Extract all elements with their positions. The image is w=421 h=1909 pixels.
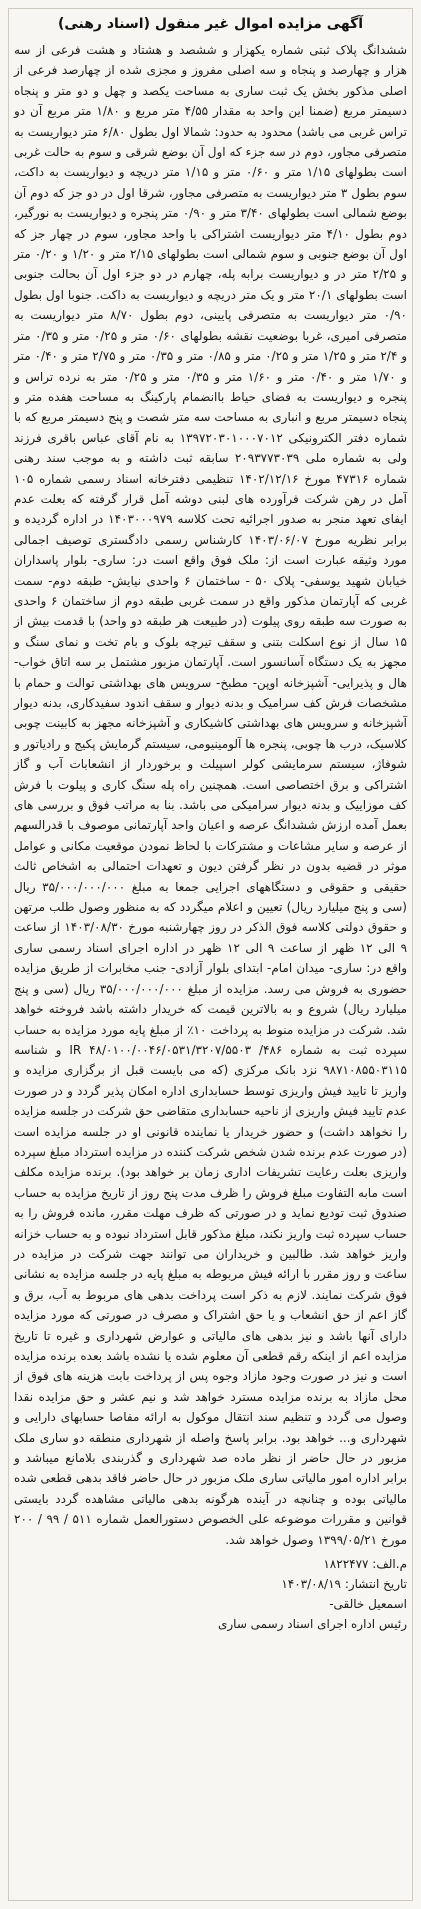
signer-title: رئیس اداره اجرای اسناد رسمی ساری bbox=[217, 1617, 407, 1632]
publish-date: تاریخ انتشار: ۱۴۰۳/۰۸/۱۹ bbox=[281, 1577, 407, 1592]
reference-code: م.الف: ۱۸۲۲۴۷۷ bbox=[323, 1557, 407, 1572]
clipping-border bbox=[8, 8, 413, 1901]
notice-title: آگهی مزایده اموال غیر منقول (اسناد رهنی) bbox=[57, 16, 364, 32]
signer-name: اسمعیل خالقی- bbox=[329, 1597, 407, 1612]
notice-body: ششدانگ پلاک ثبتی شماره یکهزار و ششصد و هشتاد و هشت فرعی از سه هزار و چهارصد و پنجاه و سه اصلی مفروز و مجزی شده از چهارصد فرعی از اصلی مذکور بخش یک ثبت ساری به مساحت یکصد و چهل و دو متر و پنجاه دسیمتر مربع (ضمنا این واحد به مقدار ۴/۵۵ متر مربع و ۱/۸۰ متر مربع آن دو تراس غربی می باشد) محدود به حدود: شمالا اول بطول ۶/۸۰ متر دیواریست به متصرفی مجاور، دوم در سه جزء که اول آن بوضع شرقی و سوم به حالت غربی است بطولهای ۱/۱۵ متر و ۰/۶۰ متر و ۱/۱۵ متر دریچه و دیواریست به داکت، سوم بطول ۳ متر دیواریست به متصرفی مجاور، شرقا اول در دو جز که دوم آن بوضع شمالی است بطولهای ۳/۴۰ متر و ۰/۹۰ متر پنجره و دیواریست به نورگیر، دوم بطول ۴/۱۰ متر دیواریست اشتراکی با واحد مجاور، سوم در چهار جز که اول آن بوضع جنوبی و سوم شمالی است بطولهای ۲/۱۵ متر و ۱/۲۰ و ۰/۲۰ متر و ۲/۲۵ متر در و دیواریست برابه پله، چهارم در دو جزء اول آن بحالت جنوبی است بطولهای ۲۰/۱ متر و یک متر دریچه و دیواریست به داکت. جنوبا اول بطول ۰/۹۰ متر دیواریست به متصرفی پایینی، دوم بطول ۸/۷۰ متر دیواریست به متصرفی امیری، غربا بوضعیت نقشه بطولهای ۰/۶۰ متر و ۰/۲۵ متر و ۰/۳۵ متر و ۲/۴ متر و ۱/۲۵ متر و ۰/۲۵ متر و ۰/۸۵ متر و ۰/۳۵ متر و ۲/۷۵ متر و ۰/۴۰ متر و ۱/۷۰ متر و ۰/۴۰ متر و ۱/۶۰ متر و ۰/۳۵ متر و ۰/۲۵ متر به نرده تراس و پنجره و دیواریست به فضای حیاط باانضمام پارکینگ به مساحت هفده متر و پنجاه دسیمتر مربع و انباری به مساحت سه متر شصت و پنج دسیمتر مربع که با شماره دفتر الکترونیکی ۱۳۹۷۲۰۳۰۱۰۰۰۷۰۱۲ به نام آقای عباس باقری فرزند ولی به شماره ملی ۲۰۹۳۷۷۳۰۳۹ سابقه ثبت داشته و به موجب سند رهنی شماره ۴۷۳۱۶ مورخ ۱۴۰۲/۱۲/۱۶ تنظیمی دفترخانه اسناد رسمی شماره ۱۰۵ آمل در رهن شرکت فرآورده های لبنی دوشه آمل قرار گرفته که بعلت عدم ایفای تعهد منجر به صدور اجرائیه تحت کلاسه ۱۴۰۳۰۰۰۹۷۹ در اداره گردیده و برابر نظریه مورخ ۱۴۰۳/۰۶/۰۷ کارشناس رسمی دادگستری توصیف اجمالی مورد وثیقه عبارت است از: ملک فوق واقع است در: ساری- بلوار پاسداران خیابان شهید یوسفی- پلاک ۵۰ - ساختمان ۶ واحدی نیایش- طبقه دوم- سمت غربی که آپارتمان مذکور واقع در سمت غربی طبقه دوم از ساختمان ۶ واحدی به صورت سه طبقه روی پیلوت (در طبیعت هر طبقه دو واحد) با قدمت بیش از ۱۵ سال از نوع اسکلت بتنی و سقف تیرچه بلوک و بام تخت و نمای سنگ و مجهز به یک دستگاه آسانسور است. آپارتمان مزبور مشتمل بر سه اتاق خواب- هال و پذیرایی- آشپزخانه اوپن- مطبخ- سرویس های بهداشتی توالت و حمام با مشخصات فرش کف سرامیک و بدنه دیوار و سقف اندود سفیدکاری، بدنه دیوار آشپزخانه و سرویس های بهداشتی کاشیکاری و آشپزخانه مجهز به کابینت چوبی کلاسیک، درب ها چوبی، پنجره ها آلومینیومی، سیستم گرمایش پکیج و رادیاتور و شوفاژ، سیستم سرمایشی کولر اسپیلت و برخوردار از انشعابات آب و گاز اشتراکی و برق اختصاصی است. همچنین راه پله سنگ کاری و پیلوت با فرش کف موزاییک و بدنه دیوار سرامیکی می باشد. بنا به مراتب فوق و بررسی های بعمل آمده ارزش ششدانگ عرصه و اعیان واحد آپارتمانی موصوف با قدرالسهم از عرصه و سایر مشاعات و مشترکات با لحاظ نمودن موقعیت مکانی و عوامل موثر در قضیه بدون در نظر گرفتن دیون و تعهدات احتمالی به اشخاص ثالث حقیقی و حقوقی و دستگاههای اجرایی جمعا به مبلغ ۳۵/۰۰۰/۰۰۰/۰۰۰ ریال (سی و پنج میلیارد ریال) تعیین و اعلام میگردد که به منظور وصول طلب مرتهن و حقوق دولتی کلاسه فوق الذکر در روز چهارشنبه مورخ ۱۴۰۳/۰۸/۳۰ از ساعت ۹ الی ۱۲ ظهر از ساعت ۹ الی ۱۲ ظهر در اداره اجرای اسناد رسمی ساری واقع در: ساری- میدان امام- ابتدای بلوار آزادی- جنب مخابرات از طریق مزایده حضوری به فروش می رسد. مزایده از مبلغ ۳۵/۰۰۰/۰۰۰/۰۰۰ ریال (سی و پنج میلیارد ریال) شروع و به بالاترین قیمت که خریدار داشته باشد فروخته خواهد شد. شرکت در مزایده منوط به پرداخت ۱۰٪ از مبلغ پایه مورد مزایده به حساب سپرده ثبت به شماره IR ۴۸/۰۱۰۰/۰۰۴۶/۰۵۳۱/۳۲۰۷/۵۵۰۳ /۴۸۶ و شناسه ۹۸۷۱۰۸۵۵۰۳۱۱۵ نزد بانک مرکزی (که می بایست قبل از برگزاری مزایده و واریز تا تایید فیش واریزی توسط حسابداری اداره امکان پذیر گردد و در صورت عدم تایید فیش واریزی از ناحیه حسابداری متقاضی حق شرکت در جلسه مزایده را نخواهد داشت) و حضور خریدار یا نماینده قانونی او در جلسه مزایده است (در صورت عدم برنده شدن شخص شرکت کننده در مزایده استرداد مبلغ سپرده واریزی بعلت رعایت تشریفات اداری زمان بر خواهد بود). برنده مزایده مکلف است مابه التفاوت مبلغ فروش را ظرف مدت پنج روز از تاریخ مزایده به حساب صندوق ثبت تودیع نماید و در صورتی که ظرف مهلت مقرر، مانده فروش را به حساب سپرده ثبت واریز نکند، مبلغ مذکور قابل استرداد نبوده و به حساب خزانه واریز خواهد شد. طالبین و خریداران می توانند جهت شرکت در مزایده در ساعت و روز مقرر با ارائه فیش مربوطه به مبلغ پایه در جلسه مزایده به نشانی فوق شرکت نمایند. لازم به ذکر است پرداخت بدهی های مربوط به آب، برق و گاز اعم از حق انشعاب و یا حق اشتراک و مصرف در صورتی که مورد مزایده دارای آنها باشد و نیز بدهی های مالیاتی و عوارض شهرداری و غیره تا تاریخ مزایده اعم از اینکه رقم قطعی آن معلوم شده یا نشده باشد بعده برنده مزایده است و نیز در صورت وجود مازاد وجوه پس از پرداخت بابت هزینه های فوق از محل مازاد به برنده مزایده مسترد خواهد شد و نیم عشر و حق مزایده نقدا وصول می گردد و تنظیم سند انتقال موکول به ارائه مفاصا حسابهای دارایی و شهرداری و... خواهد بود. برابر پاسخ واصله از شهرداری منطقه دو ساری ملک مزبور در حال حاضر از نظر ماده صد شهرداری و گذربندی بلامانع میباشد و برابر اداره امور مالیاتی ساری ملک مزبور در حال حاضر فاقد بدهی قطعی شده مالیاتی بوده و چنانچه در آینده هرگونه بدهی مالیاتی مشاهده گردد بایستی قوانین و مقررات موضوعه علی الخصوص دستورالعمل شماره ۵۱۱ / ۹۹ / ۲۰۰ مورخ ۱۳۹۹/۰۵/۲۱ وصول خواهد شد. bbox=[14, 43, 408, 1547]
